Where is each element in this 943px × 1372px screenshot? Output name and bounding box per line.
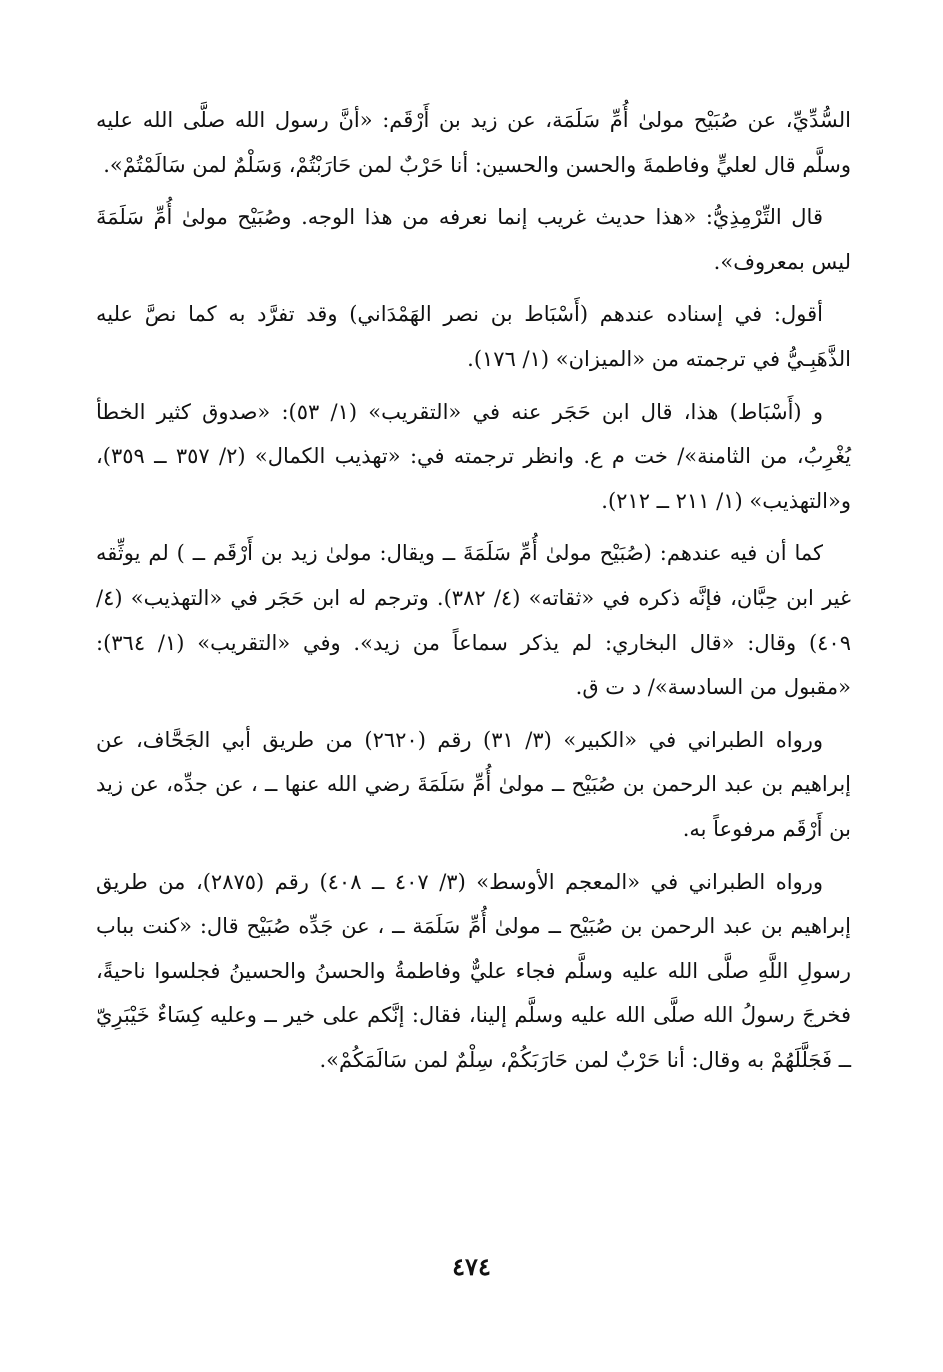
paragraph-tabarani-kabir: ورواه الطبراني في «الكبير» (٣/ ٣١) رقم (٢٦٢٠) من طريق أبي الجَحَّاف، عن إبراهيم بن عبد الرحمن بن صُبَيْح ــ مولىٰ أُمِّ سَلَمَةَ رضي الله عنها ــ ، عن جدِّه، عن زيد بن أَرْقَم مرفوعاً به. xyxy=(96,727,851,841)
paragraph-asbat-note: أقول: في إسناده عندهم (أَسْبَاط بن نصر الهَمْدَاني) وقد تفرَّد به كما نصَّ عليه الذَّهَبِـيُّ في ترجمته من «الميزان» (١/ ١٧٦). xyxy=(96,302,851,371)
paragraph-hadith-text: السُّدِّيِّ، عن صُبَيْح مولىٰ أُمِّ سَلَمَة، عن زيد بن أَرْقَم: «أنَّ رسول الله صلَّى الله عليه وسلَّم قال لعليٍّ وفاطمةَ والحسن والحسين: أنا حَرْبٌ لمن حَارَبْتُمْ، وَسَلْمٌ لمن سَالَمْتُمْ». xyxy=(96,108,851,177)
paragraph-subayh-note: كما أن فيه عندهم: (صُبَيْح مولىٰ أُمِّ سَلَمَةَ ــ ويقال: مولىٰ زيد بن أَرْقَم ــ ) لم يوثِّقه غير ابن حِبَّان، فإنَّه ذكره في «ثقاته» (٤/ ٣٨٢). وترجم له ابن حَجَر في «التهذيب» (٤/ ٤٠٩) وقال: «قال البخاري: لم يذكر سماعاً من زيد». وفي «التقريب» (١/ ٣٦٤): «مقبول من السادسة»/ د ت ق. xyxy=(96,541,851,700)
body-text xyxy=(96,98,851,1082)
page-number: ٤٧٤ xyxy=(452,1252,491,1281)
paragraph-ibn-hajar-note: و (أَسْبَاط) هذا، قال ابن حَجَر عنه في «التقريب» (١/ ٥٣): «صدوق كثير الخطأ يُغْرِبُ، من الثامنة»/ خت م ع. وانظر ترجمته في: «تهذيب الكمال» (٢/ ٣٥٧ ــ ٣٥٩)، و«التهذيب» (١/ ٢١١ ــ ٢١٢). xyxy=(96,399,851,513)
paragraph-tabarani-awsat: ورواه الطبراني في «المعجم الأوسط» (٣/ ٤٠٧ ــ ٤٠٨) رقم (٢٨٧٥)، من طريق إبراهيم بن عبد الرحمن بن صُبَيْح ــ مولىٰ أُمِّ سَلَمَة ــ ، عن جَدِّه صُبَيْح قال: «كنت بباب رسولِ اللَّهِ صلَّى الله عليه وسلَّم فجاء عليٌّ وفاطمةُ والحسنُ والحسينُ فجلسوا ناحيةً، فخرجَ رسولُ الله صلَّى الله عليه وسلَّم إلينا، فقال: إنَّكم على خير ــ وعليه كِسَاءٌ خَيْبَرِيّ ــ فَجَلَّلَهُمْ به وقال: أنا حَرْبٌ لمن حَارَبَكُمْ، سِلْمٌ لمن سَالَمَكُمْ». xyxy=(96,869,851,1072)
paragraph-tirmidhi-comment: قال التِّرْمِذِيُّ: «هذا حديث غريب إنما نعرفه من هذا الوجه. وصُبَيْح مولىٰ أُمِّ سَلَمَةَ ليس بمعروف». xyxy=(96,205,851,274)
